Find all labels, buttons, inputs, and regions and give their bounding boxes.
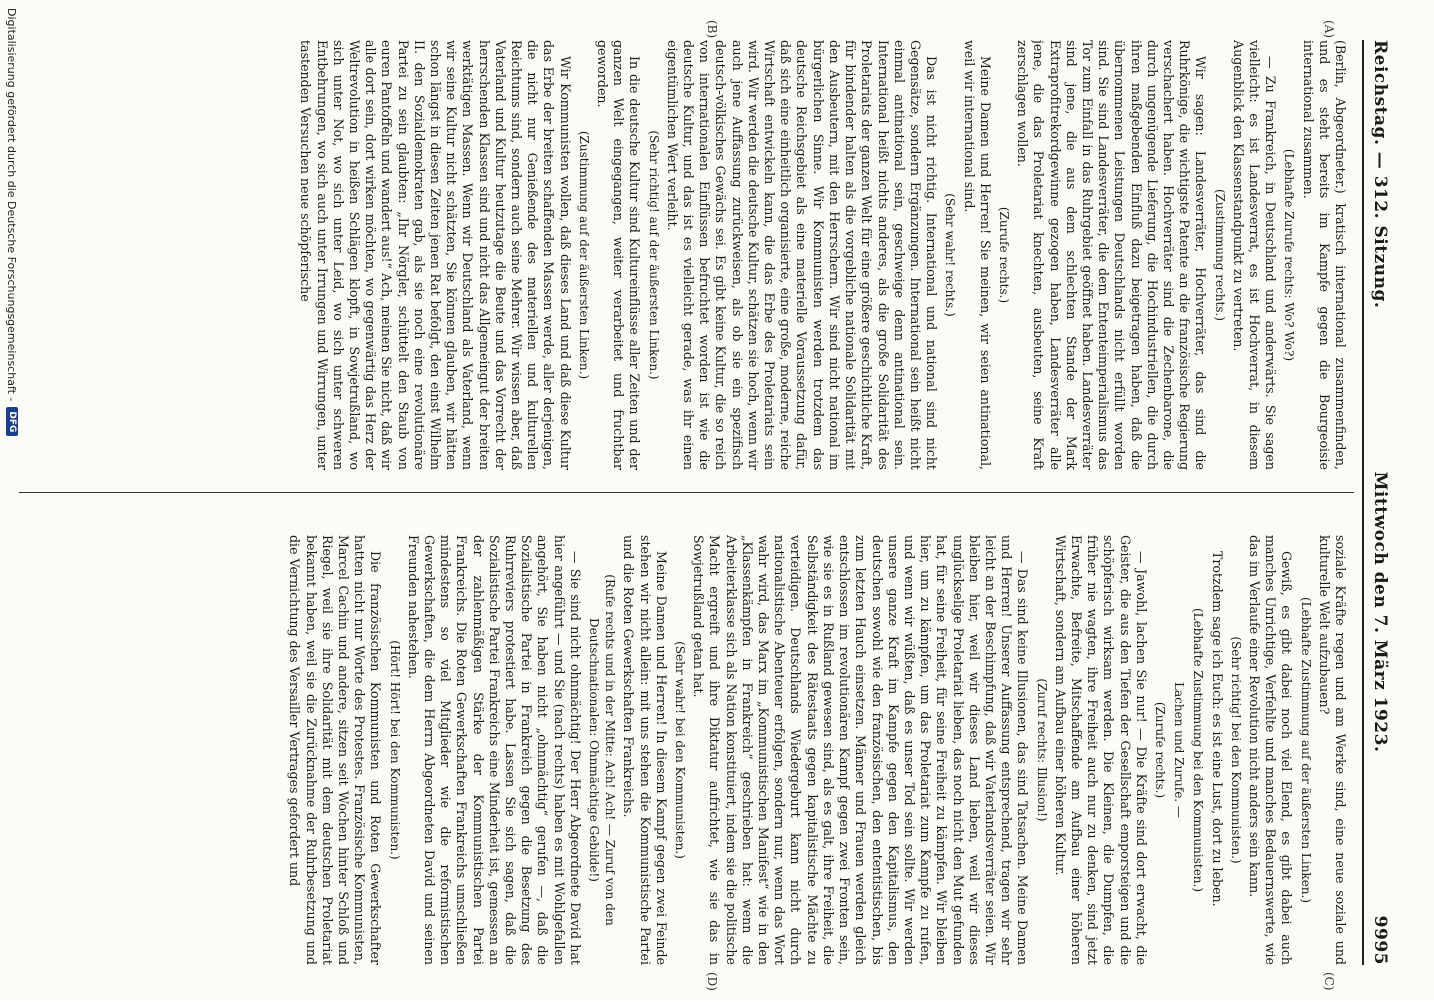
- interjection: (Sehr richtig! bei den Kommunisten.): [1228, 636, 1243, 864]
- paragraph: Gewiß, es gibt dabei noch viel Elend, es gibt dabei auch manches Unrichtige, Verfehlte und manches Bedauernswerte, wie das im Verlaufe einer Revolution nicht anders sein kann.: [1246, 535, 1295, 965]
- interjection: (Zuruf rechts: Illusion!): [1034, 678, 1049, 822]
- paragraph: Wir Kommunisten wollen, daß dieses Land und daß diese Kultur das Erbe der breiten schaffenden Massen werde, aller derjenigen, die nicht nur Genießende des materiellen und kulturellen Reichtums sind, sondern auch seine Mehrer. Wir wissen aber, daß Vaterland und Kultur heutzutage die Beute und das Vorrecht der herrschenden Klassen sind und nicht das Allgemeingut der breiten werktätigen Massen. Wenn wir Deutschland als Vaterland, wenn wir seine Kultur nicht schätzten, Sie können glauben, wir hätten schon längst in diesen Zeiten jenen Rat befolgt, den einst Wilhelm II. den Sozialdemokraten gab, als sie noch eine revolutionäre Partei zu sein glaubten: „Ihr Nörgler, schüttelt den Staub von euren Pantoffeln und wandert aus!“ Ach, meinen Sie nicht, daß wir alle dort sein, dort wirken möchten, wo gegenwärtig das Herz der Weltrevolution in heißen Schlägen klopft, in Sowjetrußland, wo sich unter Not, wo sich unter Leid, wo sich unter schweren Entbehrungen, wo sich auch unter Irrungen und Wirrungen, unter tastenden Versuchen neue schöpferische: [298, 40, 573, 470]
- interjection: (Sehr wahr! rechts.): [943, 193, 958, 317]
- interjection: (Zurufe rechts.): [1152, 701, 1167, 799]
- paragraph: Wir sagen: Landesverräter, Hochverräter, das sind die Ruhrkönige, die wichtigste Patente an die französische Regierung verschachert haben. Hochverräter sind die Zechenbarone, die durch ungenügende Lieferung, die Hochindustriellen, die durch ihren maßgebenden Einfluß dazu beigetragen haben, daß die übernommenen Leistungen Deutschlands nicht erfüllt worden sind. Sie sind Landesverräter, die dem Ententeimperialismus das Tor zum Einfall in das Ruhrgebiet geöffnet haben. Landesverräter sind jene, die aus dem schlechten Stande der Mark Extraprofitrekordgewinne gezogen haben, Landesverräter alle jene, die das Proletariat knechten, ausbeuten, seine Kraft zerschlagen wollen.: [1015, 40, 1209, 470]
- header-left: Reichstag. — 312. Sitzung.: [1370, 40, 1390, 309]
- interjection: Lachen und Zurufe. —: [1172, 682, 1187, 818]
- interjection: (Zustimmung auf der äußersten Linken.): [576, 130, 591, 380]
- header-date: Mittwoch den 7. März 1923.: [1370, 471, 1390, 753]
- interjection: (Lebhafte Zustimmung auf der äußersten Linken.): [1298, 596, 1313, 904]
- interjection: (Sehr wahr! bei den Kommunisten.): [673, 641, 688, 859]
- paragraph: Trotzdem sage ich Euch: es ist eine Lust, dort zu leben.: [1209, 551, 1225, 907]
- margin-marker-a: (A): [1322, 20, 1336, 39]
- paragraph: (Berlin, Abgeordneter.) kratisch international zusammenfinden, und es steht bereits im Kampfe gegen die Bourgeoisie international zusammen.: [1300, 40, 1348, 470]
- interjection: (Lebhafte Zustimmung bei den Kommunisten.): [1191, 607, 1206, 893]
- paragraph: — Das sind keine Illusionen, das sind Tatsachen. Meine Damen und Herren! Unserer Auffassung entsprechend, tragen wir sehr leicht an der Beschimpfung, daß wir Vaterlandsverräter seien. Wir bleiben hier, weil wir dieses Land lieben, weil wir dieses unglückselige Proletariat lieben, das noch nicht den Mut gefunden hat, für seine Freiheit, für seine Freiheit zu kämpfen. Wir bleiben hier, um zu kämpfen, um das Proletariat zum Kampfe zu rufen, und wenn wir wüßten, daß es unser Tod sein sollte. Wir werden unsere ganze Kraft im Kampfe gegen den Kapitalismus, den deutschen sowohl wie den französischen, den ententistischen, bis zum letzten Hauch einsetzen. Männer und Frauen werden gleich entschlossen im revolutionären Kampf gegen zwei Fronten sein, wie sie es in Rußland gewesen sind, als es galt, ihre Freiheit, die Selbständigkeit des Rätestaats gegen kapitalistische Mächte zu verteidigen. Deutschlands Wiedergeburt kann nicht durch nationalistische Abenteuer erfolgen, sondern nur, wenn das Wort wahr wird, das Marx im „Kommunistischen Manifest“ wie in den „Klassenkämpfen in Frankreich“ geschrieben hat: wenn die Arbeiterklasse sich als Nation konstituiert, indem sie die politische Macht ergreift und ihre Diktatur aufrichtet, wie sie das in Sowjetrußland getan hat.: [691, 535, 1031, 965]
- paragraph: Die französischen Kommunisten und Roten Gewerkschafter hatten nicht nur Worte des Protestes. Französische Kommunisten, Marcel Cachin und andere, sitzen seit Wochen hinter Schloß und Riegel, weil sie ihre Solidarität mit dem deutschen Proletariat bekannt haben, weil sie die Zurücknahme der Ruhrbesetzung und die Vernichtung des Versailler Vertrages gefordert und: [287, 535, 384, 965]
- paragraph: Meine Damen und Herren! Sie meinen, wir seien antinational, weil wir international sind.: [961, 40, 993, 470]
- margin-marker-b: (B): [705, 20, 719, 39]
- margin-marker-d: (D): [705, 972, 719, 991]
- paragraph: — Jawohl, lachen Sie nur! — Die Kräfte sind dort erwacht, die Geister, die aus den Tiefen der Gesellschaft emporsteigen und die schöpferisch wirksam werden. Die Kleinen, die Dumpfen, die früher nie wagten, ihre Freiheit auch nur zu denken, sind jetzt Erwachte, Befreite, Mitschaffende am Aufbau einer höheren Wirtschaft, sondern am Aufbau einer höheren Kultur.: [1052, 535, 1149, 965]
- paragraph: soziale Kräfte regen und am Werke sind, eine neue soziale und kulturelle Welt aufzubauen?: [1316, 535, 1348, 965]
- column-divider: [19, 492, 1354, 493]
- page-header: [1370, 40, 1400, 965]
- footer-credit: Digitalisierung gefördert durch die Deutsche Forschungsgemeinschaft -: [5, 8, 19, 402]
- margin-marker-c: (C): [1322, 972, 1336, 991]
- header-rule: [1362, 40, 1364, 965]
- interjection: (Rufe rechts und in der Mitte: Ach! Ach! — Zuruf von den Deutschnationalen: Ohnmächtige Gebilde!): [587, 574, 618, 926]
- interjection: (Zurufe rechts.): [996, 206, 1011, 304]
- text-column-left: [28, 40, 1348, 470]
- dfg-logo: DFG: [6, 407, 18, 436]
- header-page-number: 9995: [1370, 915, 1390, 965]
- text-column-right: [28, 535, 1348, 965]
- page-footer: [0, 8, 24, 1008]
- interjection: (Sehr richtig! auf der äußersten Linken.): [646, 130, 661, 380]
- interjection: (Lebhafte Zurufe rechts: Wo? Wo?): [1282, 148, 1297, 362]
- paragraph: Das ist nicht richtig. International und national sind nicht Gegensätze, sondern Ergänzungen. International sein heißt nicht einmal antinational sein, geschweige denn antinational sein. International heißt nichts anderes, als die große Solidarität des Proletariats der ganzen Welt für eine größere geschichtliche Kraft, für bindender halten als die vorgebliche nationale Solidarität mit den Ausbeutern, mit den Herrschern. Wir sind nicht national im bürgerlichen Sinne. Wir Kommunisten werden trotzdem das deutsche Reichsgebiet als eine materielle Voraussetzung dafür, daß sich eine einheitlich organisierte, eine große, moderne, reiche Wirtschaft entwickeln kann, die das Erbe des Proletariats sein wird. Wir werden die deutsche Kultur, schätzen sie hoch, wenn wir auch jene Auffassung zurückweisen, als ob sie ein spezifisch deutsch-völkisches Gewächs sei. Es gibt keine Kultur, die so reich von internationalen Einflüssen befruchtet worden ist wie die deutsche Kultur, und das ist es vielleicht gerade, was ihr einen eigentümlichen Wert verleiht.: [664, 40, 940, 470]
- paragraph: In die deutsche Kultur sind Kultureinflüsse aller Zeiten und der ganzen Welt eingegangen, weiter verarbeitet und fruchtbar geworden.: [595, 40, 643, 470]
- interjection: (Hört! Hört! bei den Kommunisten.): [387, 640, 402, 860]
- paragraph: — Sie sind nicht ohnmächtig! Der Herr Abgeordnete David hat hier angeführt — und Sie (nach rechts) haben es mit Wohlgefallen angehört, Sie haben nicht „ohnmächtig“ gerufen —, daß die Sozialistische Partei in Frankreich gegen die Besetzung des Ruhrreviers protestiert habe. Lassen Sie sich sagen, daß die Sozialistische Partei Frankreichs eine Minderheit ist, gemessen an der zahlenmäßigen Stärke der Kommunistischen Partei Frankreichs. Die Roten Gewerkschaften Frankreichs umschließen mindestens so viel Mitglieder wie die reformistischen Gewerkschaften, die dem Herrn Abgeordneten David und seinen Freunden nahestehen.: [405, 535, 583, 965]
- paragraph: Meine Damen und Herren! In diesem Kampf gegen zwei Feinde stehen wir nicht allein: mit uns stehen die Kommunistische Partei und die Roten Gewerkschaften Frankreichs.: [621, 535, 669, 965]
- paragraph: — Zu Frankreich, in Deutschland und anderwärts. Sie sagen vielleicht: es ist Landesverrat, es ist Hochverrat, in diesem Augenblick den Klassenstandpunkt zu vertreten.: [1230, 40, 1279, 470]
- interjection: (Zustimmung rechts.): [1212, 188, 1227, 322]
